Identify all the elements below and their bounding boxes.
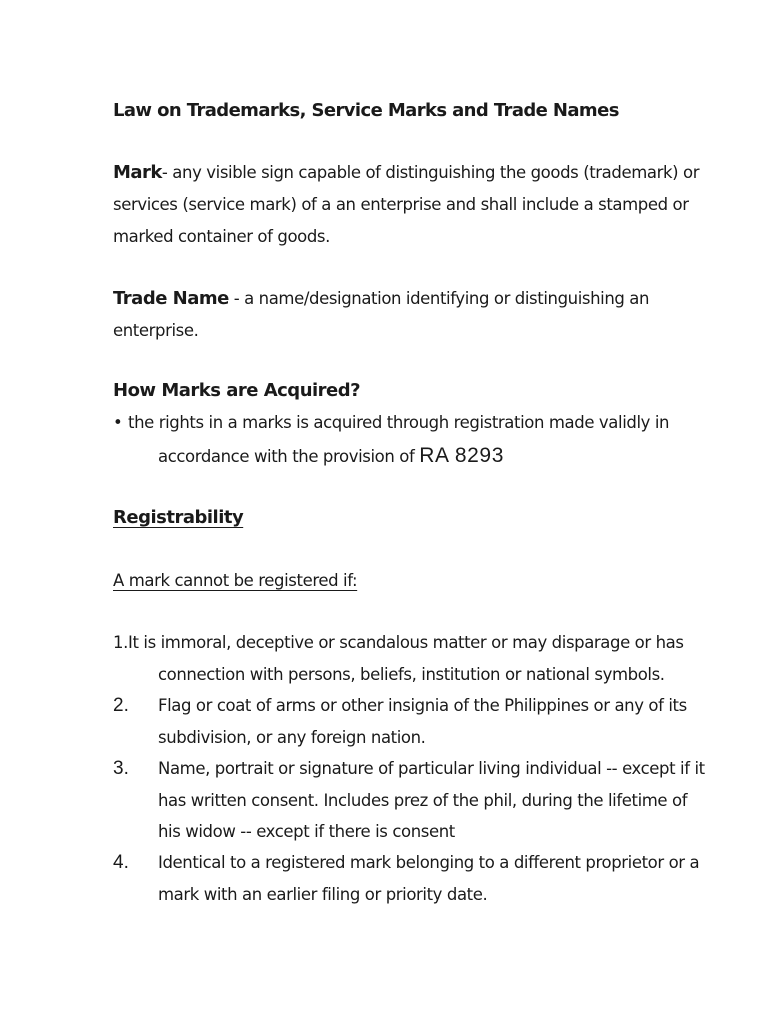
trade-name-definition-line-2: enterprise. <box>113 321 199 340</box>
mark-definition-line-3: marked container of goods. <box>113 227 330 246</box>
ra-reference: RA 8293 <box>419 444 504 467</box>
registrability-heading: Registrability <box>113 507 244 528</box>
list-item-line: Identical to a registered mark belonging to a different proprietor or a <box>158 853 700 872</box>
list-item-number: 4. <box>113 852 129 873</box>
document-title: Law on Trademarks, Service Marks and Trade Names <box>113 100 619 121</box>
list-item-line: mark with an earlier filing or priority date. <box>158 885 488 904</box>
mark-definition-text: - any visible sign capable of distinguishing the goods (trademark) or <box>161 163 700 182</box>
mark-definition-line-2: services (service mark) of a an enterprise and shall include a stamped or <box>113 195 689 214</box>
list-item-line: has written consent. Includes prez of the phil, during the lifetime of <box>158 791 688 810</box>
list-item-line: Name, portrait or signature of particular living individual -- except if it <box>158 759 705 778</box>
acquired-bullet: • <box>113 413 123 432</box>
acquired-line-1: the rights in a marks is acquired through registration made validly in <box>128 413 670 432</box>
trade-name-definition-text: - a name/designation identifying or distinguishing an <box>228 289 650 308</box>
list-item-number: 1. <box>113 633 128 652</box>
mark-term: Mark <box>113 162 162 183</box>
acquired-line-2-text: accordance with the provision of <box>158 447 420 466</box>
list-item-line: connection with persons, beliefs, institution or national symbols. <box>158 665 665 684</box>
list-item-line: Flag or coat of arms or other insignia of the Philippines or any of its <box>158 696 687 715</box>
trade-name-term: Trade Name <box>113 288 229 309</box>
list-item-line: subdivision, or any foreign nation. <box>158 728 426 747</box>
list-item-number: 2. <box>113 695 129 716</box>
acquired-heading: How Marks are Acquired? <box>113 380 361 401</box>
acquired-line-2 <box>158 446 504 467</box>
list-item-line: his widow -- except if there is consent <box>158 822 455 841</box>
list-item-number: 3. <box>113 758 129 779</box>
registrability-subheading: A mark cannot be registered if: <box>113 571 358 590</box>
mark-definition-line-1 <box>113 163 699 183</box>
trade-name-definition-line-1 <box>113 289 649 309</box>
list-item-line: It is immoral, deceptive or scandalous matter or may disparage or has <box>128 633 684 652</box>
